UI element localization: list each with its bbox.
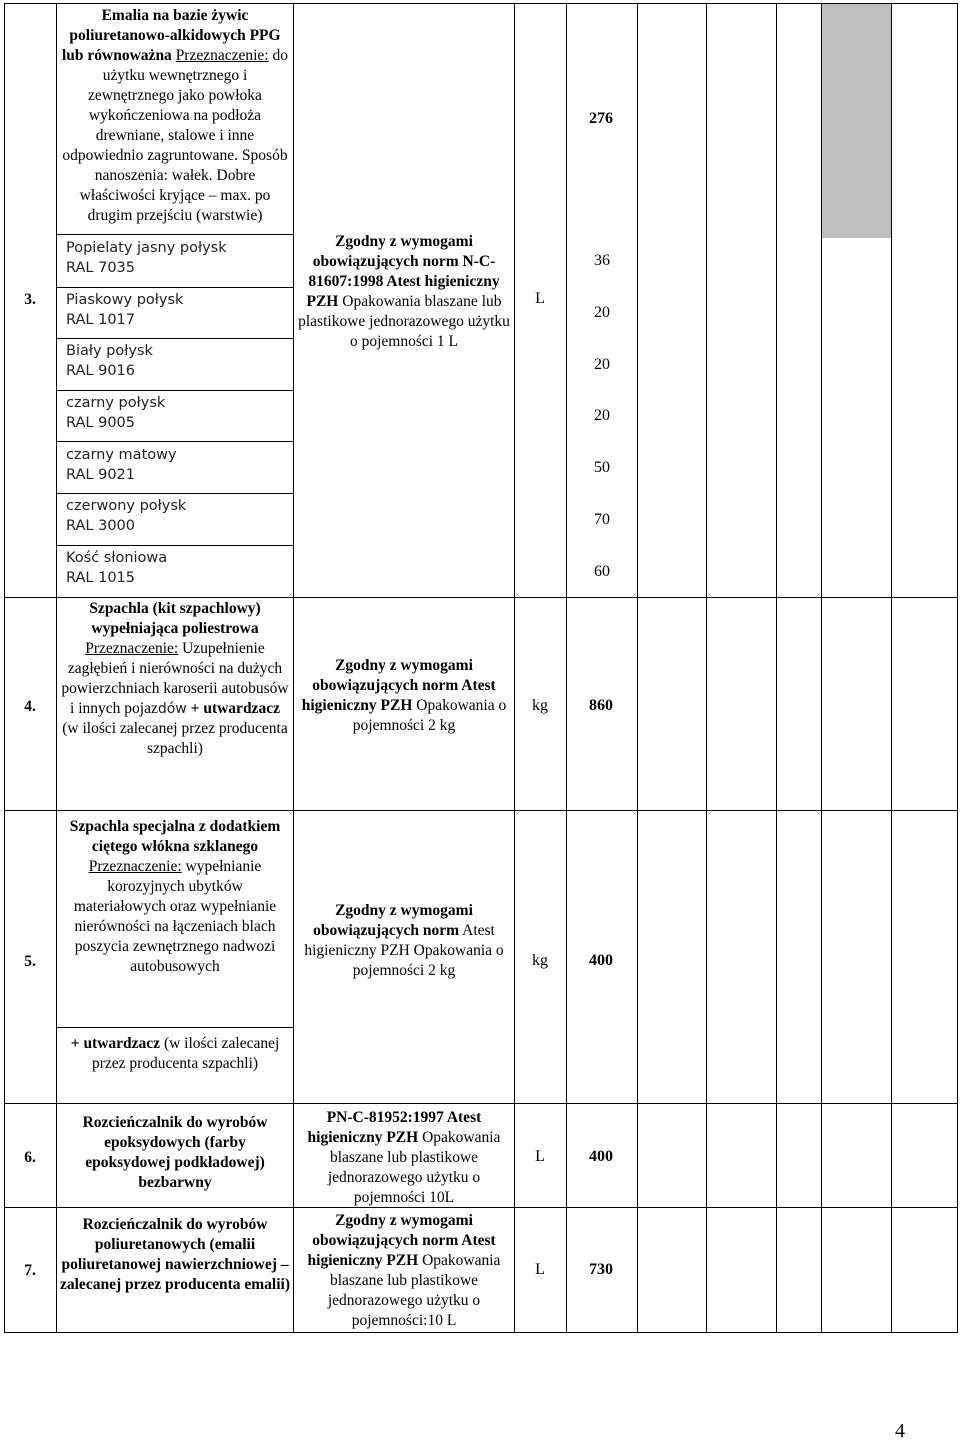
hardener-text: + utwardzacz (w ilości zalecanej przez producenta szpachli) xyxy=(70,1035,280,1072)
row-number: 3. xyxy=(24,291,36,308)
total-quantity: 860 xyxy=(589,697,613,714)
purpose-text: do użytku wewnętrznego i zewnętrznego jako powłoka wykończeniowa na podłoża drewniane, stalowe i inne odpowiednio zagruntowane. Sposób nanoszenia: wałek. Dobre właściwości kryjące – max. po drugim przejściu (warstwie) xyxy=(62,47,288,224)
total-quantity: 400 xyxy=(589,952,613,969)
row-number: 4. xyxy=(24,698,36,715)
variant-item: Piaskowy połysk RAL 1017 xyxy=(66,292,184,328)
item-description: Rozcieńczalnik do wyrobów epoksydowych (farby epoksydowej podkładowej) bezbarwny xyxy=(82,1114,268,1191)
item-title: Emalia na bazie żywic poliuretanowo-alkidowych PPG lub równoważna xyxy=(62,7,281,64)
norm-text: Zgodny z wymogami obowiązujących norm Atest higieniczny PZH Opakowania o pojemności 2 kg xyxy=(301,657,507,734)
variant-quantity: 70 xyxy=(594,511,610,528)
variant-quantity: 20 xyxy=(594,407,610,424)
row-number: 5. xyxy=(24,953,36,970)
unit: L xyxy=(535,1261,545,1278)
norm-text: PN-C-81952:1997 Atest higieniczny PZH Opakowania blaszane lub plastikowe jednorazowego użytku o pojemności 10L xyxy=(307,1109,501,1206)
variant-item: czarny połysk RAL 9005 xyxy=(66,395,166,431)
purpose-label: Przeznaczenie: xyxy=(175,47,269,64)
total-quantity: 730 xyxy=(589,1261,613,1278)
shaded-cell xyxy=(822,4,891,238)
variant-item: czerwony połysk RAL 3000 xyxy=(66,498,187,534)
variant-quantity: 60 xyxy=(594,563,610,580)
variant-item: czarny matowy RAL 9021 xyxy=(66,447,177,483)
variant-quantity: 36 xyxy=(594,252,610,269)
total-quantity: 276 xyxy=(589,110,613,127)
norm-text: Zgodny z wymogami obowiązujących norm Atest higieniczny PZH Opakowania o pojemności 2 kg xyxy=(304,902,504,979)
variant-quantity: 50 xyxy=(594,459,610,476)
unit: L xyxy=(535,290,545,307)
unit: L xyxy=(535,1148,545,1165)
norm-text: Zgodny z wymogami obowiązujących norm N-C-81607:1998 Atest higieniczny PZH Opakowania blaszane lub plastikowe jednorazowego użytku o pojemności 1 L xyxy=(298,233,510,350)
total-quantity: 400 xyxy=(589,1148,613,1165)
item-description: Szpachla (kit szpachlowy) wypełniająca poliestrowa Przeznaczenie: Uzupełnienie zagłębień i nierówności na dużych powierzchniach karoserii autobusów i innych pojazdów + utwardzacz (w ilości zalecanej przez producenta szpachli) xyxy=(61,600,289,757)
norm-text: Zgodny z wymogami obowiązujących norm Atest higieniczny PZH Opakowania blaszane lub plastikowe jednorazowego użytku o pojemności:10 L xyxy=(307,1212,501,1329)
item-description: Rozcieńczalnik do wyrobów poliuretanowych (emalii poliuretanowej nawierzchniowej – zalecanej przez producenta emalii) xyxy=(60,1216,290,1293)
page-number: 4 xyxy=(895,1420,905,1442)
unit: kg xyxy=(532,697,548,714)
variant-item: Biały połysk RAL 9016 xyxy=(66,343,153,379)
variant-item: Popielaty jasny połysk RAL 7035 xyxy=(66,240,227,276)
unit: kg xyxy=(532,952,548,969)
variant-item: Kość słoniowa RAL 1015 xyxy=(66,550,168,586)
item-description: Szpachla specjalna z dodatkiem ciętego włókna szklanego Przeznaczenie: wypełnianie korozyjnych ubytków materiałowych oraz wypełnianie nierówności na łączeniach blach poszycia zewnętrznego nadwozi autobusowych xyxy=(69,818,281,975)
variant-quantity: 20 xyxy=(594,356,610,373)
variant-quantity: 20 xyxy=(594,304,610,321)
item-description xyxy=(60,6,290,226)
row-number: 6. xyxy=(24,1149,36,1166)
row-number: 7. xyxy=(24,1262,36,1279)
